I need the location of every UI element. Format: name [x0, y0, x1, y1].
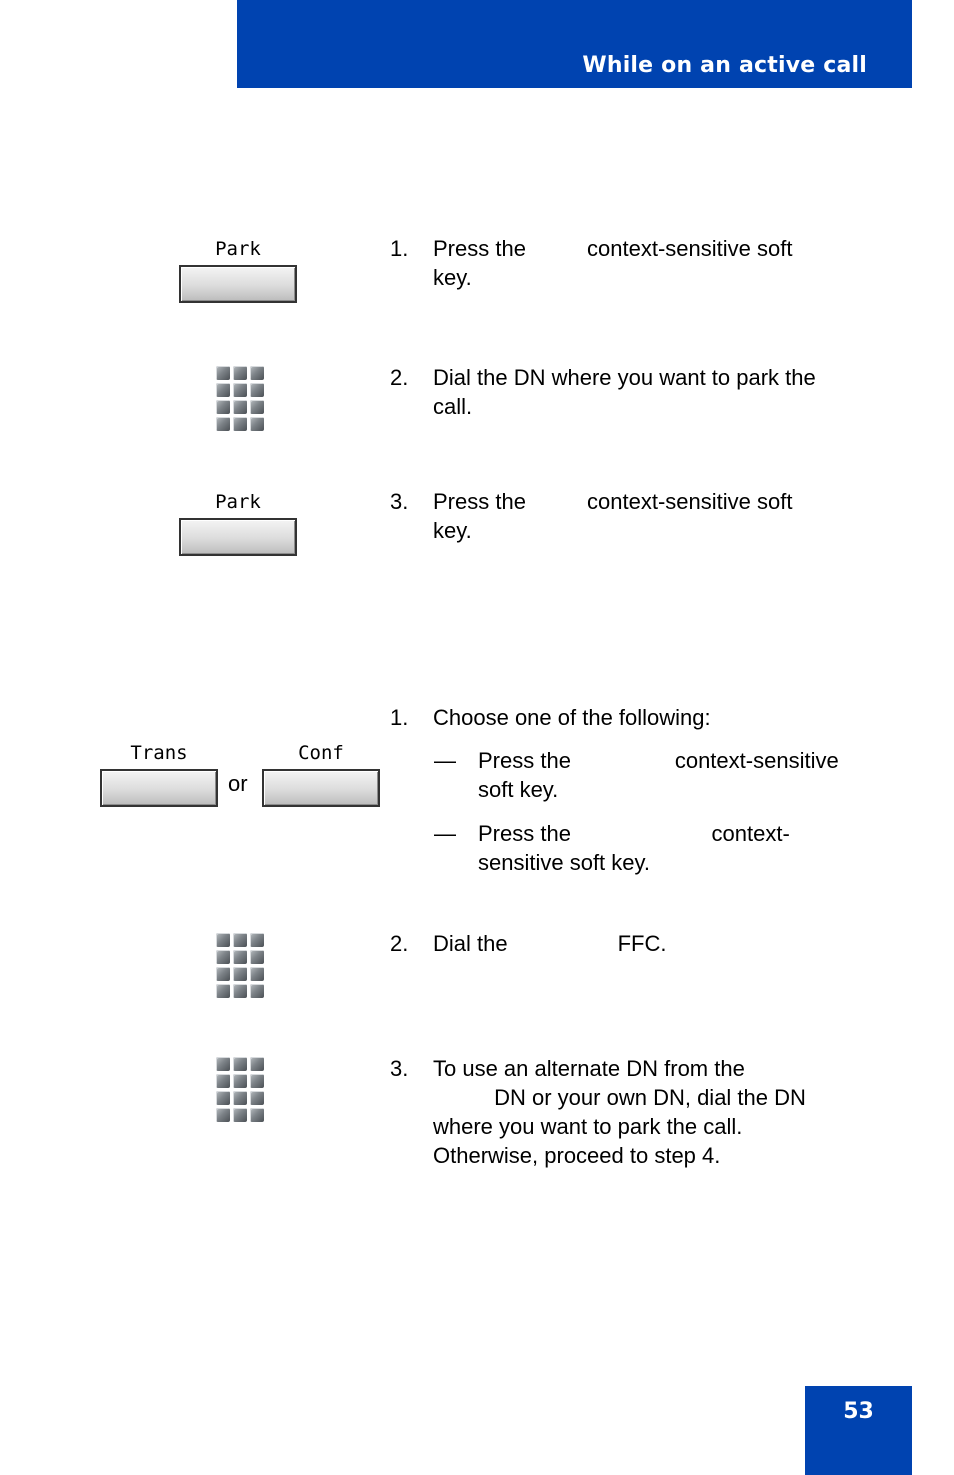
- header-bar: [237, 0, 912, 88]
- step-text: Dial the FFC.: [433, 931, 667, 956]
- option-dash: —: [434, 748, 456, 773]
- park-softkey-1: [179, 238, 297, 304]
- trans-softkey-label: Trans: [130, 742, 188, 764]
- conf-softkey-label: Conf: [298, 742, 344, 764]
- step-number: 3.: [390, 489, 409, 514]
- step-text: Dial the DN where you want to park the call.: [433, 365, 816, 419]
- conf-softkey-button: [262, 769, 380, 807]
- park-softkey-button: [179, 265, 297, 303]
- option-text: Press the context- sensitive soft key.: [478, 821, 790, 875]
- step-number: 1.: [390, 705, 409, 730]
- or-separator: or: [228, 771, 248, 796]
- keypad-icon: [216, 366, 264, 432]
- step-number: 2.: [390, 931, 409, 956]
- park-softkey-2: [179, 491, 297, 557]
- keypad-icon: [216, 1057, 264, 1123]
- park-softkey-label: Park: [215, 238, 261, 260]
- conf-softkey: [262, 742, 380, 808]
- step-text: Press the context-sensitive soft key.: [433, 489, 793, 543]
- park-softkey-button: [179, 518, 297, 556]
- header-title: While on an active call: [582, 53, 867, 78]
- step-text: Choose one of the following:: [433, 705, 711, 730]
- step-text: To use an alternate DN from the DN or your own DN, dial the DN where you want to park the call. Otherwise, proceed to step 4.: [433, 1056, 806, 1168]
- step-number: 1.: [390, 236, 409, 261]
- keypad-icon: [216, 933, 264, 999]
- page-number-box: [805, 1386, 912, 1475]
- trans-softkey: [100, 742, 218, 808]
- option-text: Press the context-sensitive soft key.: [478, 748, 839, 802]
- option-dash: —: [434, 821, 456, 846]
- page-number: 53: [843, 1399, 874, 1424]
- trans-softkey-button: [100, 769, 218, 807]
- step-number: 3.: [390, 1056, 409, 1081]
- park-softkey-label: Park: [215, 491, 261, 513]
- step-text: Press the context-sensitive soft key.: [433, 236, 793, 290]
- step-number: 2.: [390, 365, 409, 390]
